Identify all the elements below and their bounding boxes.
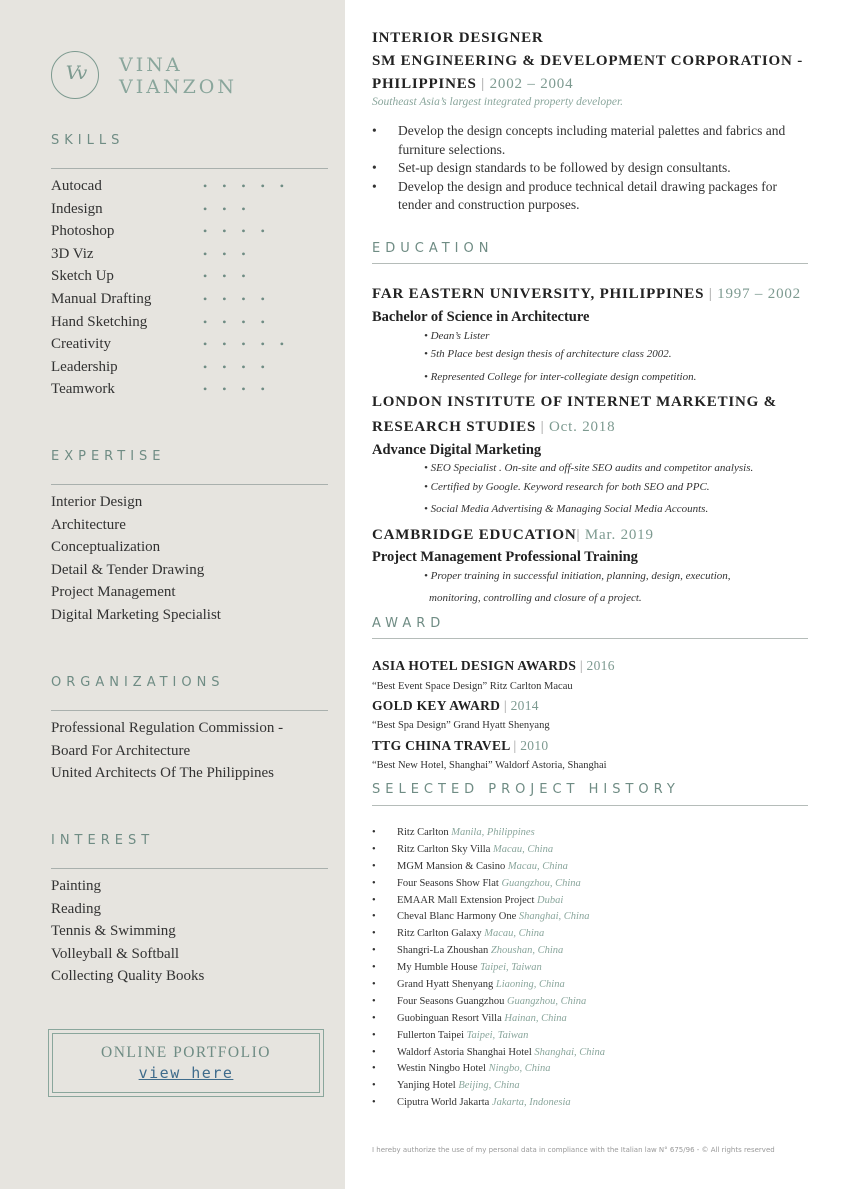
job-dates: 2002 – 2004 (489, 76, 574, 92)
project-name: Ciputra World Jakarta (397, 1097, 490, 1109)
project-name: Guobinguan Resort Villa (397, 1012, 502, 1024)
separator: | (579, 658, 583, 673)
degree-note: • Social Media Advertising & Managing Social Media Accounts. (424, 503, 709, 515)
education-heading: EDUCATION (372, 241, 494, 256)
skill-name: Creativity (51, 336, 111, 353)
separator: | (513, 738, 517, 753)
project-item (372, 825, 605, 842)
interest-item: Collecting Quality Books (51, 968, 205, 985)
interest-list (51, 875, 204, 988)
skill-name: 3D Viz (51, 245, 94, 262)
project-name: Westin Ningbo Hotel (397, 1063, 486, 1075)
interest-heading: INTEREST (51, 833, 155, 848)
skill-name: Teamwork (51, 381, 115, 398)
degree-note: monitoring, controlling and closure of a project. (429, 592, 642, 604)
project-item (372, 909, 605, 926)
degree-2: Advance Digital Marketing (372, 442, 542, 458)
project-location: Manila, Philippines (451, 827, 535, 838)
privacy-footer: I hereby authorize the use of my personal data in compliance with the Italian law N° 675/96 - © All rights reserved (372, 1146, 775, 1154)
school-1 (372, 286, 801, 303)
project-location: Ningbo, China (488, 1063, 551, 1075)
project-location: Jakarta, Indonesia (491, 1097, 571, 1109)
project-item (372, 1078, 605, 1095)
project-item (372, 926, 605, 943)
skill-level-dots: • • • (203, 246, 252, 261)
first-name: VINA (119, 54, 183, 76)
skill-level-dots: • • • • (203, 224, 271, 239)
company-line-1: SM ENGINEERING & DEVELOPMENT CORPORATION - (372, 53, 803, 69)
degree-note: • SEO Specialist . On-site and off-site SEO audits and competitor analysis. (424, 462, 754, 474)
expertise-item: Project Management (51, 584, 176, 601)
expertise-heading: EXPERTISE (51, 449, 166, 464)
experience-bullet: • Develop the design concepts including material palettes and fabrics and furniture selections. (372, 122, 812, 159)
school-2-line-1: LONDON INSTITUTE OF INTERNET MARKETING & (372, 394, 777, 410)
project-name: Four Seasons Guangzhou (397, 995, 505, 1007)
person-name (119, 54, 237, 98)
monogram-logo (51, 51, 99, 99)
portfolio-link[interactable]: view here (138, 1064, 234, 1082)
portfolio-title: ONLINE PORTFOLIO (101, 1044, 271, 1061)
skill-level-dots: • • • • (203, 291, 271, 306)
project-item (372, 1011, 605, 1028)
award-quote: “Best New Hotel, Shanghai” Waldorf Astoria, Shanghai (372, 760, 607, 771)
skill-level-dots: • • • • (203, 314, 271, 329)
project-item (372, 960, 605, 977)
project-location: Shanghai, China (534, 1046, 605, 1058)
project-item (372, 859, 605, 876)
skill-row (51, 198, 252, 221)
skill-level-dots: • • • (203, 269, 252, 284)
project-location: Taipei, Taiwan (480, 962, 542, 974)
projects-heading: SELECTED PROJECT HISTORY (372, 782, 680, 797)
project-item (372, 943, 605, 960)
interest-item: Reading (51, 900, 101, 917)
interest-item: Tennis & Swimming (51, 923, 176, 940)
skill-name: Autocad (51, 178, 102, 194)
project-item (372, 876, 605, 893)
project-location: Guangzhou, China (501, 877, 581, 889)
skill-row (51, 378, 271, 401)
degree-note: • Dean’s Lister (424, 330, 490, 342)
organizations-list (51, 717, 283, 785)
award-year: 2010 (520, 738, 549, 753)
degree-3: Project Management Professional Training (372, 549, 638, 565)
skill-level-dots: • • • (203, 201, 252, 216)
online-portfolio-box (48, 1029, 324, 1097)
project-item (372, 977, 605, 994)
degree-note: • Represented College for inter-collegiate design competition. (424, 371, 697, 383)
portfolio-inner-frame (52, 1033, 320, 1093)
project-item (372, 842, 605, 859)
degree-1: Bachelor of Science in Architecture (372, 309, 590, 325)
skill-row (51, 220, 271, 243)
skills-list (51, 175, 291, 401)
project-location: Dubai (537, 894, 564, 906)
organization-item: Professional Regulation Commission - (51, 720, 284, 736)
skill-name: Indesign (51, 200, 103, 217)
award-divider (372, 638, 808, 639)
skill-name: Leadership (51, 358, 118, 375)
separator: | (503, 698, 507, 713)
school-3 (372, 527, 654, 544)
expertise-list (51, 491, 221, 627)
project-name: Four Seasons Show Flat (397, 877, 499, 889)
project-item (372, 1028, 605, 1045)
award-title: GOLD KEY AWARD (372, 698, 501, 713)
project-item (372, 1061, 605, 1078)
project-location: Beijing, China (458, 1080, 520, 1092)
company-tagline: Southeast Asia’s largest integrated property developer. (372, 96, 624, 108)
project-name: Grand Hyatt Shenyang (397, 979, 494, 991)
school-name: CAMBRIDGE EDUCATION (372, 527, 577, 543)
education-divider (372, 263, 808, 264)
school-dates: Oct. 2018 (549, 419, 616, 435)
skill-row (51, 243, 252, 266)
experience-bullet: • Develop the design and produce technical detail drawing packages for tender and construction purposes. (372, 178, 812, 215)
project-name: Ritz Carlton (397, 827, 449, 838)
monogram-text: Vv (65, 62, 85, 84)
project-location: Taipei, Taiwan (466, 1029, 529, 1041)
skill-row (51, 288, 271, 311)
project-item (372, 994, 605, 1011)
skill-row (51, 356, 271, 379)
project-name: Cheval Blanc Harmony One (397, 911, 517, 923)
separator: | (576, 527, 581, 543)
project-location: Macau, China (493, 843, 554, 855)
expertise-item: Conceptualization (51, 539, 161, 556)
skill-level-dots: • • • • (203, 359, 271, 374)
project-name: Ritz Carlton Sky Villa (397, 843, 491, 855)
award-heading: AWARD (372, 616, 446, 631)
project-location: Hainan, China (504, 1012, 567, 1024)
award-title: TTG CHINA TRAVEL (372, 738, 510, 753)
company-country: PHILIPPINES (372, 76, 477, 92)
job-role: INTERIOR DESIGNER (372, 30, 544, 46)
award-title: ASIA HOTEL DESIGN AWARDS (372, 658, 577, 673)
skill-level-dots: • • • • • (203, 179, 291, 193)
separator: | (708, 286, 713, 302)
award-name (372, 658, 615, 674)
project-name: Ritz Carlton Galaxy (397, 928, 482, 940)
skills-divider (51, 168, 328, 169)
award-name (372, 738, 548, 754)
award-quote: “Best Spa Design” Grand Hyatt Shenyang (372, 720, 550, 731)
skill-row (51, 333, 291, 356)
expertise-item: Digital Marketing Specialist (51, 606, 221, 623)
degree-note: • 5th Place best design thesis of architecture class 2002. (424, 348, 672, 360)
skill-row (51, 265, 252, 288)
organization-item: Board For Architecture (51, 742, 191, 759)
project-item (372, 1045, 605, 1062)
school-dates: Mar. 2019 (584, 527, 654, 543)
award-year: 2016 (586, 658, 615, 673)
separator: | (540, 419, 545, 435)
project-name: My Humble House (397, 962, 481, 974)
expertise-item: Detail & Tender Drawing (51, 561, 205, 578)
skill-name: Sketch Up (51, 268, 114, 285)
experience-bullet: • Set-up design standards to be followed by design consultants. (372, 159, 812, 178)
project-name: MGM Mansion & Casino (397, 860, 506, 872)
experience-bullets (372, 122, 812, 215)
expertise-item: Interior Design (51, 494, 143, 510)
project-item (372, 893, 605, 910)
project-location: Liaoning, China (495, 979, 565, 991)
project-item (372, 1095, 605, 1112)
skill-level-dots: • • • • (203, 382, 271, 397)
expertise-item: Architecture (51, 516, 126, 533)
school-dates: 1997 – 2002 (717, 286, 801, 302)
skill-row (51, 311, 271, 334)
project-name: Fullerton Taipei (397, 1029, 465, 1041)
interest-item: Painting (51, 878, 102, 894)
skill-row (51, 175, 291, 198)
company-line-2 (372, 76, 573, 93)
degree-note: • Proper training in successful initiation, planning, design, execution, (424, 570, 731, 582)
organization-item: United Architects Of The Philippines (51, 765, 275, 782)
project-location: Macau, China (484, 928, 545, 940)
project-location: Shanghai, China (518, 911, 590, 923)
school-2-line-2 (372, 419, 615, 436)
award-year: 2014 (510, 698, 539, 713)
skill-name: Hand Sketching (51, 313, 148, 330)
project-location: Macau, China (507, 860, 568, 872)
projects-divider (372, 805, 808, 806)
last-name: VIANZON (119, 76, 237, 98)
skill-name: Photoshop (51, 223, 115, 240)
project-location: Zhoushan, China (490, 945, 564, 957)
award-name (372, 698, 539, 714)
skill-level-dots: • • • • • (203, 337, 291, 352)
skills-heading: SKILLS (51, 133, 125, 148)
school-name: RESEARCH STUDIES (372, 419, 537, 435)
separator: | (481, 76, 486, 92)
organizations-heading: ORGANIZATIONS (51, 675, 225, 690)
project-list (372, 825, 605, 1112)
project-name: Waldorf Astoria Shanghai Hotel (397, 1046, 532, 1058)
organizations-divider (51, 710, 328, 711)
skill-name: Manual Drafting (51, 290, 152, 307)
expertise-divider (51, 484, 328, 485)
interest-item: Volleyball & Softball (51, 945, 180, 962)
interest-divider (51, 868, 328, 869)
degree-note: • Certified by Google. Keyword research for both SEO and PPC. (424, 481, 710, 493)
project-name: EMAAR Mall Extension Project (397, 894, 535, 906)
school-name: FAR EASTERN UNIVERSITY, PHILIPPINES (372, 286, 705, 302)
project-name: Yanjing Hotel (397, 1080, 456, 1092)
project-location: Guangzhou, China (506, 995, 587, 1007)
award-quote: “Best Event Space Design” Ritz Carlton Macau (372, 681, 573, 692)
project-name: Shangri-La Zhoushan (397, 945, 491, 957)
